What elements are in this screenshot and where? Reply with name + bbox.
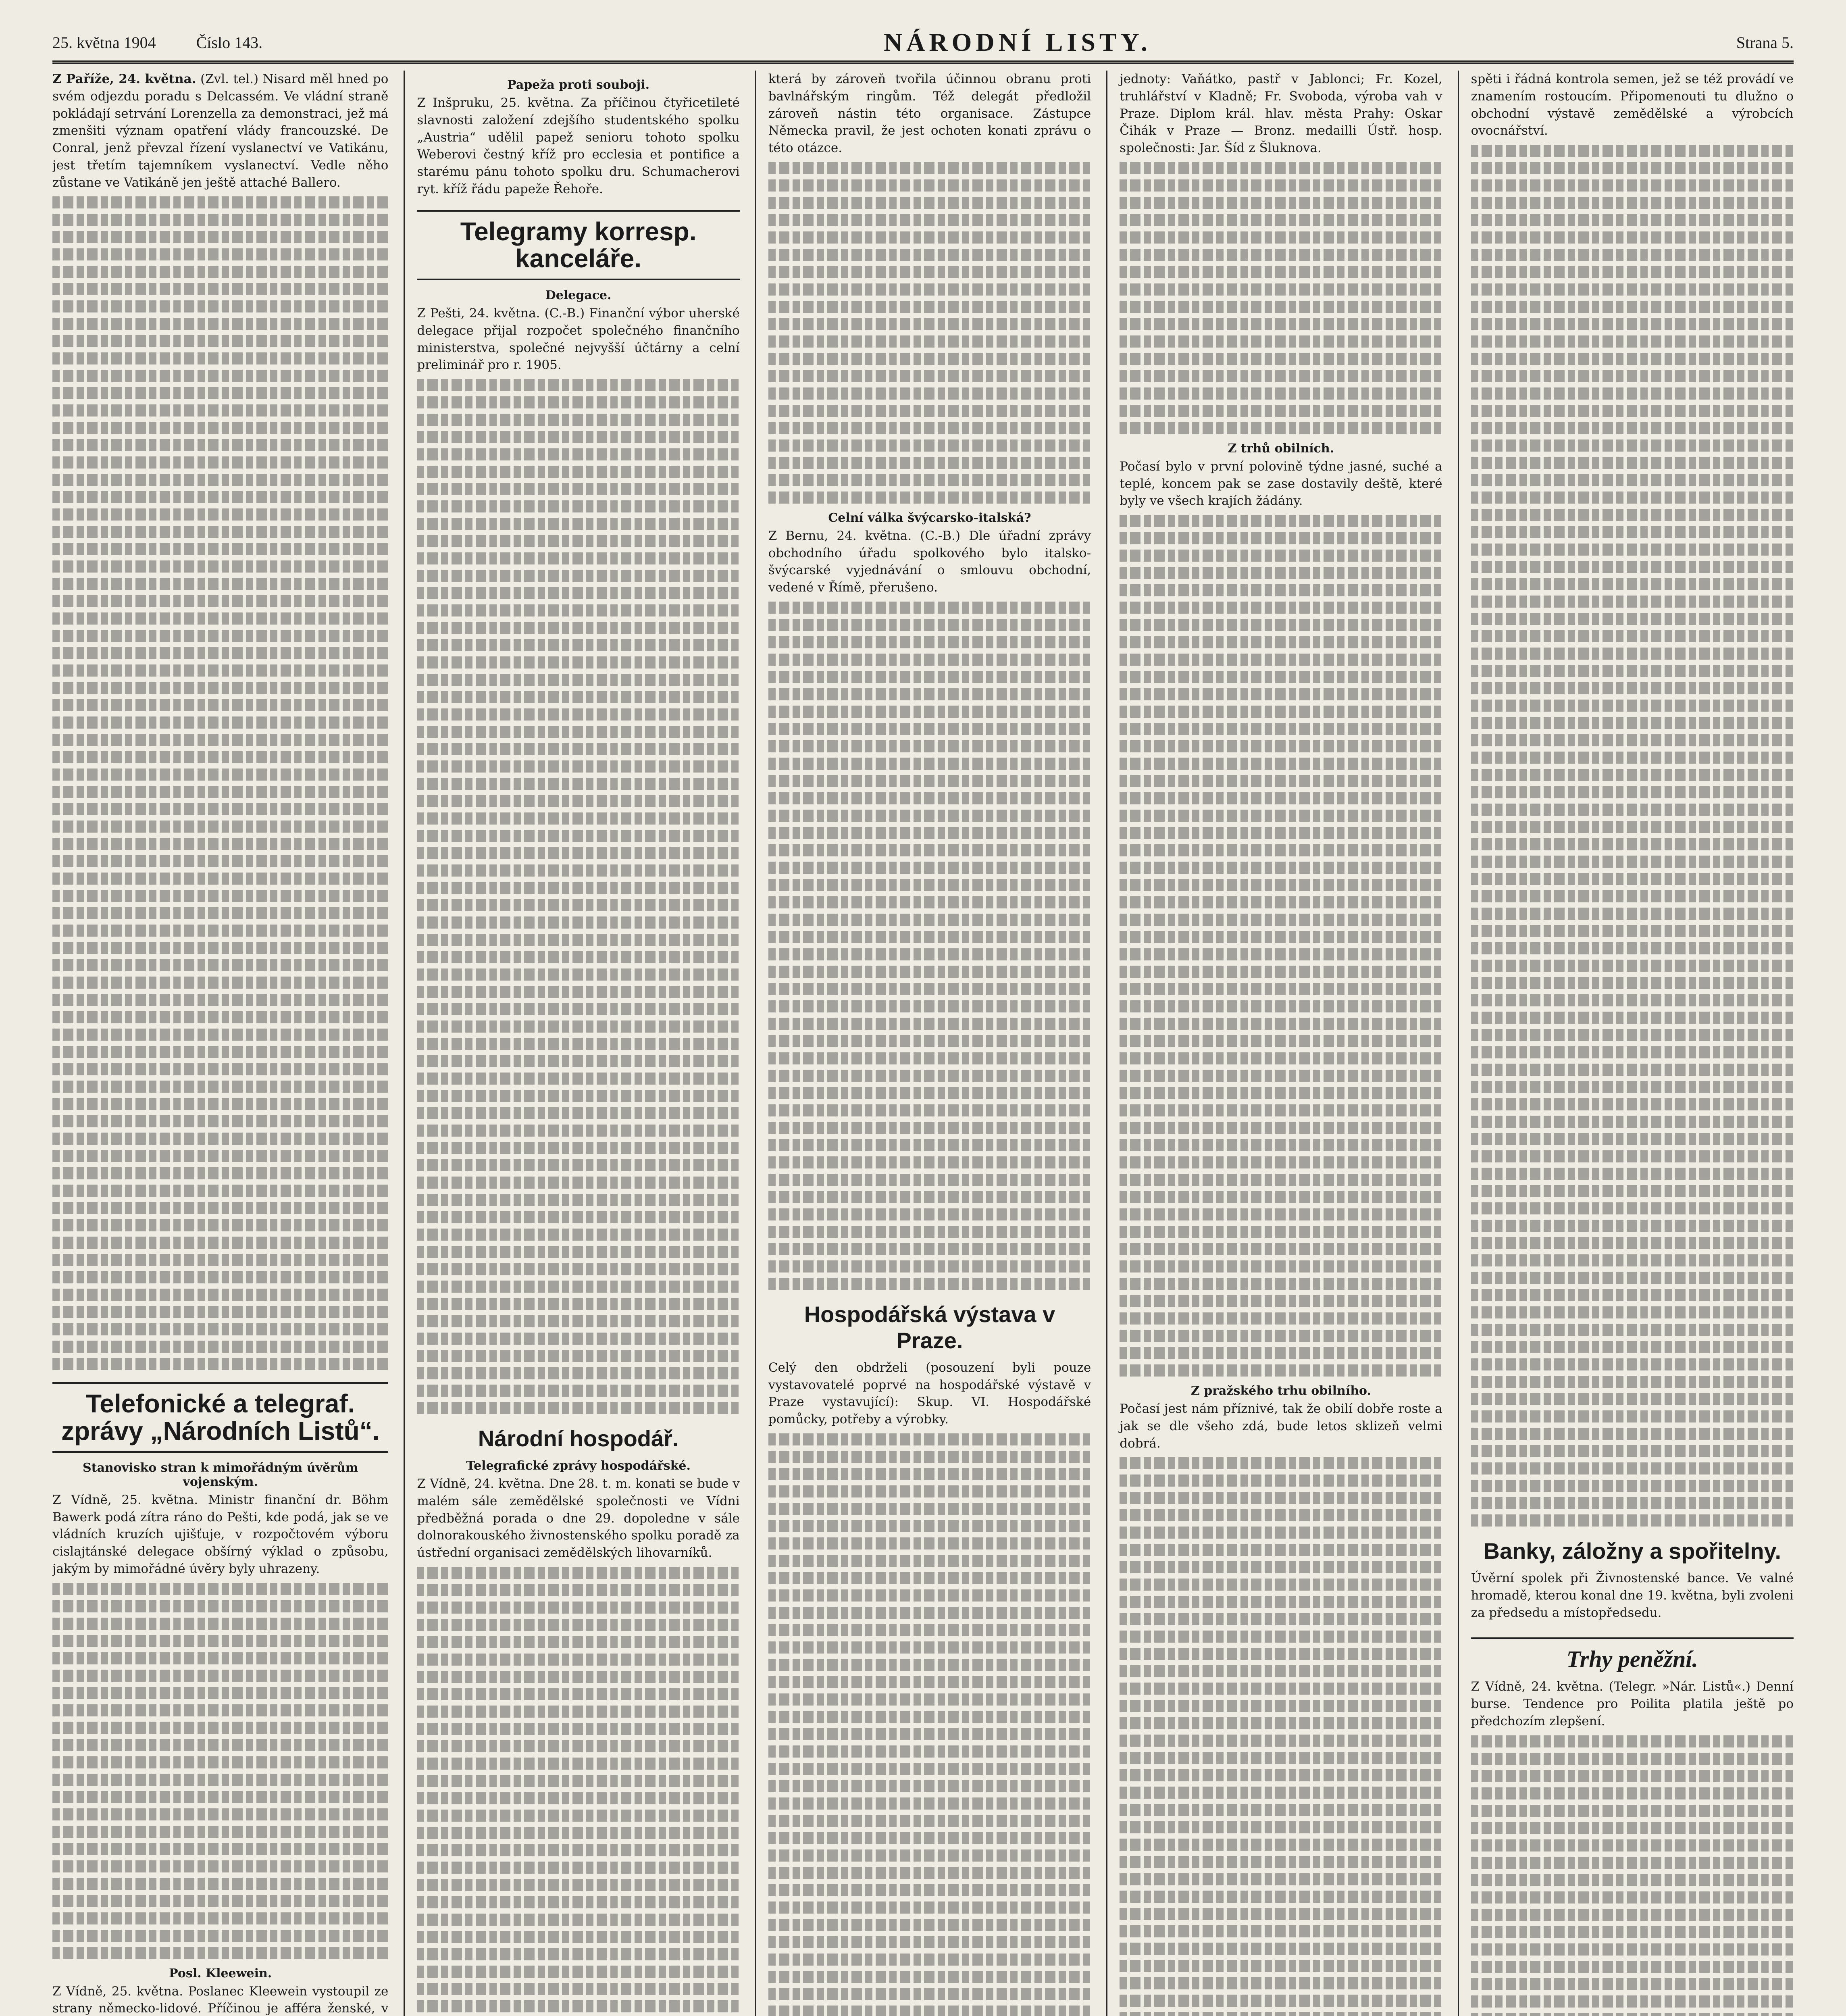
- dateline-tag: (Zvl. tel.): [200, 72, 259, 86]
- text-block: [768, 1433, 1091, 2016]
- section-headline: Telegramy korresp. kanceláře.: [417, 210, 739, 280]
- article-subhead: Stanovisko stran k mimořádným úvěrům vojenským.: [82, 1460, 358, 1489]
- text-block: [52, 1583, 388, 1959]
- article-subhead: Z pražského trhu obilního.: [1190, 1384, 1371, 1398]
- article-text: Počasí jest nám příznivé, tak že obilí dobře roste a jak se dle všeho zdá, bude letos sklizeň velmi dobrá.: [1120, 1402, 1442, 1451]
- section-headline: Trhy peněžní.: [1471, 1637, 1794, 1672]
- text-block: [52, 196, 388, 1370]
- issue-number: Číslo 143.: [196, 33, 263, 52]
- article-text: Z Vídně, 24. května. (Telegr. »Nár. Listů«.) Denní burse. Tendence pro Poilita platila ještě po předchozím zlepšení.: [1471, 1679, 1794, 1729]
- column-4: [1106, 71, 1442, 2016]
- masthead-left: [52, 33, 299, 52]
- section-headline: Telefonické a telegraf. zprávy „Národních Listů“.: [52, 1382, 388, 1452]
- article-subhead: Delegace.: [545, 288, 612, 302]
- text-block: [1471, 145, 1794, 1527]
- text-block: [768, 162, 1091, 504]
- newspaper-title: NÁRODNÍ LISTY.: [883, 28, 1151, 56]
- section-headline: Hospodářská výstava v Praze.: [804, 1301, 1055, 1353]
- text-block: [1471, 1735, 1794, 2016]
- text-block: [1120, 162, 1442, 434]
- article-text: jednoty: Vaňátko, pastř v Jablonci; Fr. Kozel, truhlářství v Kladně; Fr. Svoboda, výroba vah v Praze. Diplom král. hlav. města Prahy: Oskar Čihák v Praze — Bronz. medailli Ústř. hosp. společnosti: Jar. Šíd z Šluknova.: [1120, 72, 1442, 156]
- issue-date: 25. května 1904: [52, 33, 156, 52]
- text-block: [417, 379, 739, 1414]
- article-text: Z Inšpruku, 25. května. Za příčinou čtyřicetileté slavnosti založení zdejšího studentského spolku „Austria“ udělil papež senioru tohoto spolku Weberovi čestný kříž pro ecclesia et pontifice a starému pánu tohoto spolku dru. Schumacherovi ryt. kříž řádu papeže Řehoře.: [417, 96, 740, 196]
- article-text: [52, 71, 388, 191]
- column-1: [52, 71, 388, 2016]
- page-number: Strana 5.: [1736, 33, 1794, 52]
- article-text: Z Pešti, 24. května. (C.-B.) Finanční výbor uherské delegace přijal rozpočet společného finančního ministerstva, společné nejvyšší účtárny a celní preliminář pro r. 1905.: [417, 306, 740, 373]
- text-block: [417, 1567, 739, 2016]
- masthead: [52, 24, 1794, 64]
- article-subhead: Posl. Kleewein.: [169, 1966, 272, 1981]
- text-block: [1120, 515, 1442, 1377]
- article-text: Z Bernu, 24. května. (C.-B.) Dle úřadní zprávy obchodního úřadu spolkového bylo italsko-švýcarské vyjednávání o smlouvu obchodní, vedené v Římě, přerušeno.: [768, 528, 1091, 595]
- article-text: která by zároveň tvořila účinnou obranu proti bavlnářským ringům. Též delegát předložil zároveň nástin této organisace. Zástupce Německa pravil, že jest ochoten konati zprávu o této otázce.: [768, 72, 1091, 156]
- article-text: Celý den obdrželi (posouzení byli pouze vystavovatelé poprvé na hospodářské výstavě v Praze vystavující): Skup. VI. Hospodářské pomůcky, potřeby a výrobky.: [768, 1360, 1091, 1427]
- article-text: Z Vídně, 25. května. Ministr finanční dr. Böhm Bawerk podá zítra ráno do Pešti, kde podá, jak se ve vládních kruzích ujišťuje, v rozpočtovém výboru cislajtánské delegace obšírný výklad o způsobu, jakým by mimořádné úvěry byly uhrazeny.: [52, 1492, 389, 1576]
- columns: [52, 71, 1794, 2016]
- article-text: spěti i řádná kontrola semen, jež se též provádí ve znamením rostoucím. Připomenouti tu dlužno o obchodní výstavě zemědělské a výrobcích ovocnářství.: [1471, 72, 1794, 138]
- dateline: Z Paříže, 24. května.: [52, 72, 196, 86]
- article-body: Nisard měl hned po svém odjezdu poradu s Delcassém. Ve vládní straně pokládají setrvání Lorenzella za demonstraci, jež má zmenšiti význam opatření vlády francouzské. De Conral, jenž převzal řízení vyslanectví ve Vatikánu, jest třetím tajemníkem vyslanectví. Vedle něho zůstane ve Vatikáně jen ještě attaché Ballero.: [52, 72, 389, 190]
- column-2: [404, 71, 739, 2016]
- article-subhead: Telegrafické zprávy hospodářské.: [466, 1459, 691, 1473]
- article-subhead: Z trhů obilních.: [1228, 441, 1334, 456]
- column-3: [755, 71, 1091, 2016]
- article-text: Úvěrní spolek při Živnostenské bance. Ve valné hromadě, kterou konal dne 19. května, byli zvoleni za předsedu a místopředsedu.: [1471, 1571, 1794, 1620]
- article-subhead: Celní válka švýcarsko-italská?: [828, 510, 1031, 525]
- text-block: [1120, 1457, 1442, 2016]
- section-headline: Banky, záložny a spořitelny.: [1483, 1538, 1781, 1564]
- article-text: Počasí bylo v první polovině týdne jasné, suché a teplé, koncem pak se zase dostavily deště, které byly ve všech krajích žádány.: [1120, 459, 1442, 508]
- text-block: [768, 602, 1091, 1290]
- article-subhead: Papeža proti souboji.: [507, 78, 650, 92]
- article-text: Z Vídně, 24. května. Dne 28. t. m. konati se bude v malém sále zemědělské společnosti ve Vídni předběžná porada o dne 29. dopoledne v sále dolnorakouského živnostenského spolku poradě za ústřední organisaci zemědělských lihovarníků.: [417, 1477, 740, 1560]
- section-headline: Národní hospodář.: [478, 1426, 679, 1452]
- article-text: Z Vídně, 25. května. Poslanec Kleewein vystoupil ze strany německo-lidové. Příčinou je afféra ženské, v: [52, 1984, 389, 2016]
- column-5: [1458, 71, 1794, 2016]
